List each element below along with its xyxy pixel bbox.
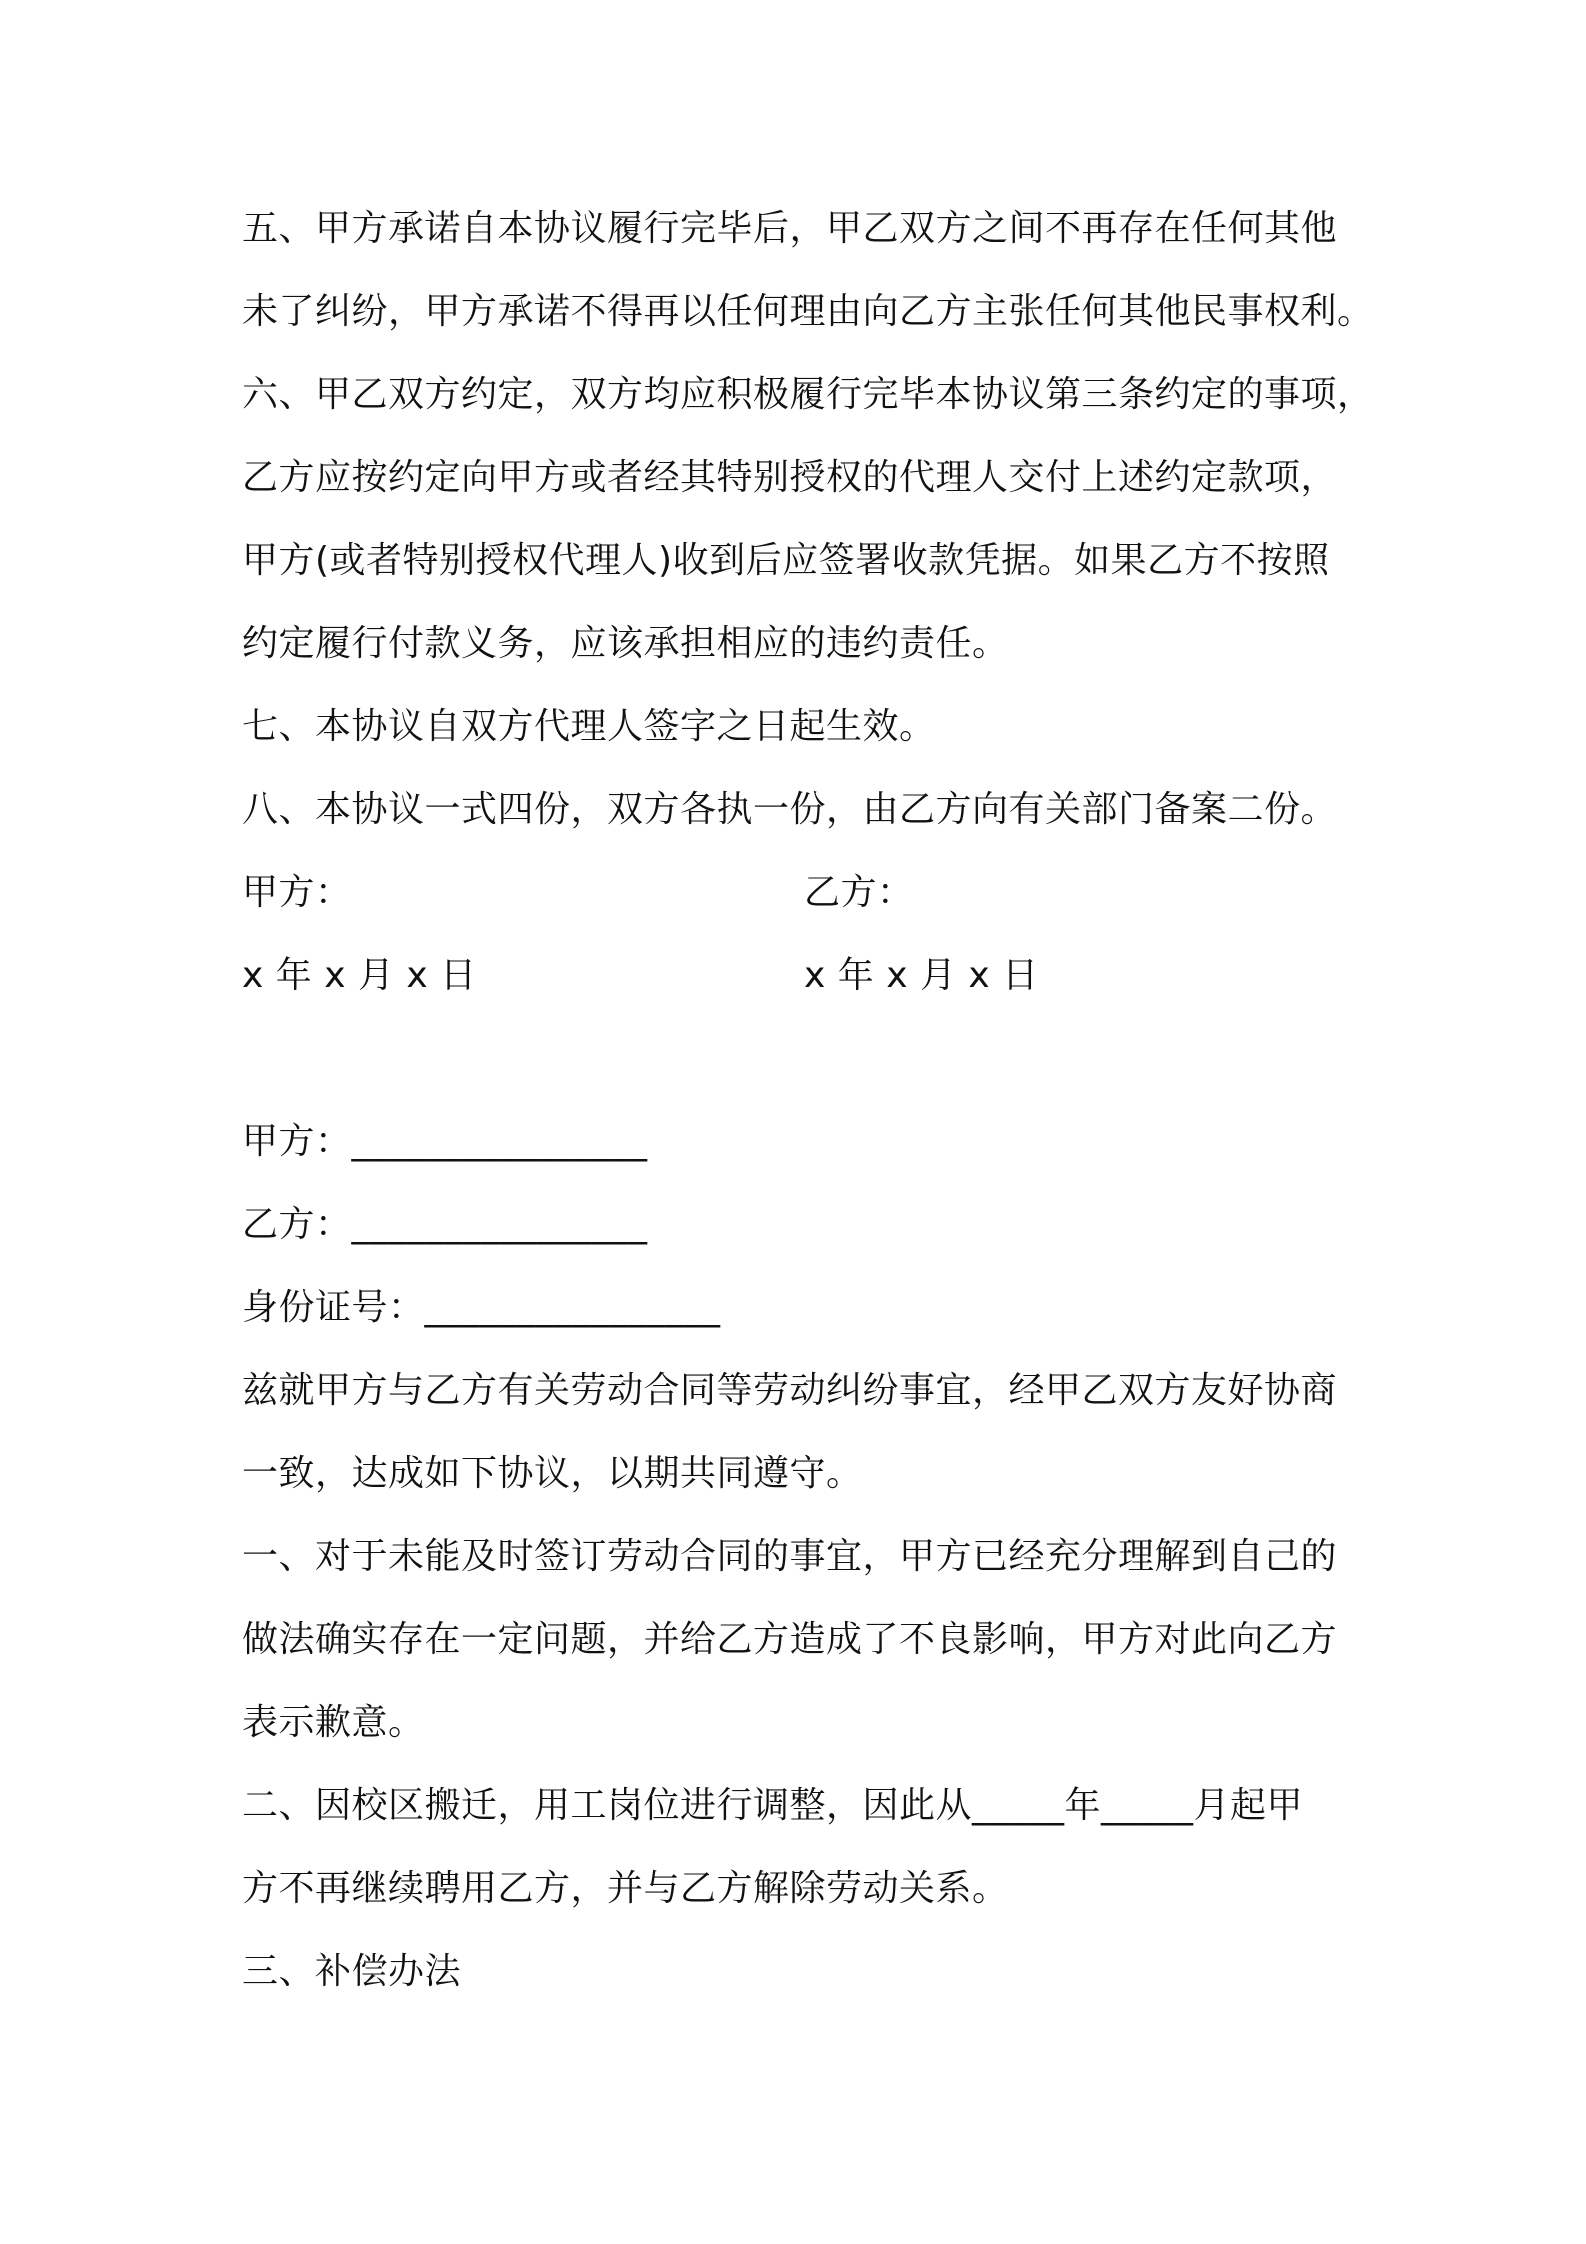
signature-party-a: 甲方：________________ [242, 1121, 648, 1162]
clause-2-line-2: 方不再继续聘用乙方，并与乙方解除劳动关系。 [242, 1868, 1009, 1909]
clause-2-line-1: 二、因校区搬迁，用工岗位进行调整，因此从_____年_____月起甲 [242, 1785, 1304, 1826]
clause-6-line-3: 甲方(或者特别授权代理人)收到后应签署收款凭据。如果乙方不按照 [242, 540, 1330, 581]
party-labels-row [242, 871, 914, 915]
clause-6-line-1: 六、甲乙双方约定，双方均应积极履行完毕本协议第三条约定的事项， [242, 374, 1374, 415]
clause-1-line-2: 做法确实存在一定问题，并给乙方造成了不良影响，甲方对此向乙方 [242, 1619, 1338, 1660]
preamble-line-1: 兹就甲方与乙方有关劳动合同等劳动纠纷事宜，经甲乙双方友好协商 [242, 1370, 1338, 1411]
party-a-label: 甲方： [242, 872, 352, 913]
clause-5-line-1: 五、甲方承诺自本协议履行完毕后，甲乙双方之间不再存在任何其他 [242, 208, 1338, 249]
clause-7: 七、本协议自双方代理人签字之日起生效。 [242, 706, 936, 747]
clause-6-line-4: 约定履行付款义务，应该承担相应的违约责任。 [242, 623, 1009, 664]
clause-5-line-2: 未了纠纷，甲方承诺不得再以任何理由向乙方主张任何其他民事权利。 [242, 291, 1374, 332]
clause-1-line-1: 一、对于未能及时签订劳动合同的事宜，甲方已经充分理解到自己的 [242, 1536, 1338, 1577]
clause-3-heading: 三、补偿办法 [242, 1951, 462, 1992]
party-b-label: 乙方： [804, 872, 914, 913]
preamble-line-2: 一致，达成如下协议，以期共同遵守。 [242, 1453, 863, 1494]
party-b-date: x 年 x 月 x 日 [804, 955, 1039, 996]
clause-6-line-2: 乙方应按约定向甲方或者经其特别授权的代理人交付上述约定款项， [242, 457, 1338, 498]
clause-8: 八、本协议一式四份，双方各执一份，由乙方向有关部门备案二份。 [242, 789, 1338, 830]
id-number-field: 身份证号：________________ [242, 1287, 721, 1328]
party-a-date: x 年 x 月 x 日 [242, 955, 477, 996]
clause-1-line-3: 表示歉意。 [242, 1702, 425, 1743]
signature-party-b: 乙方：________________ [242, 1204, 648, 1245]
dates-row [242, 954, 1039, 998]
